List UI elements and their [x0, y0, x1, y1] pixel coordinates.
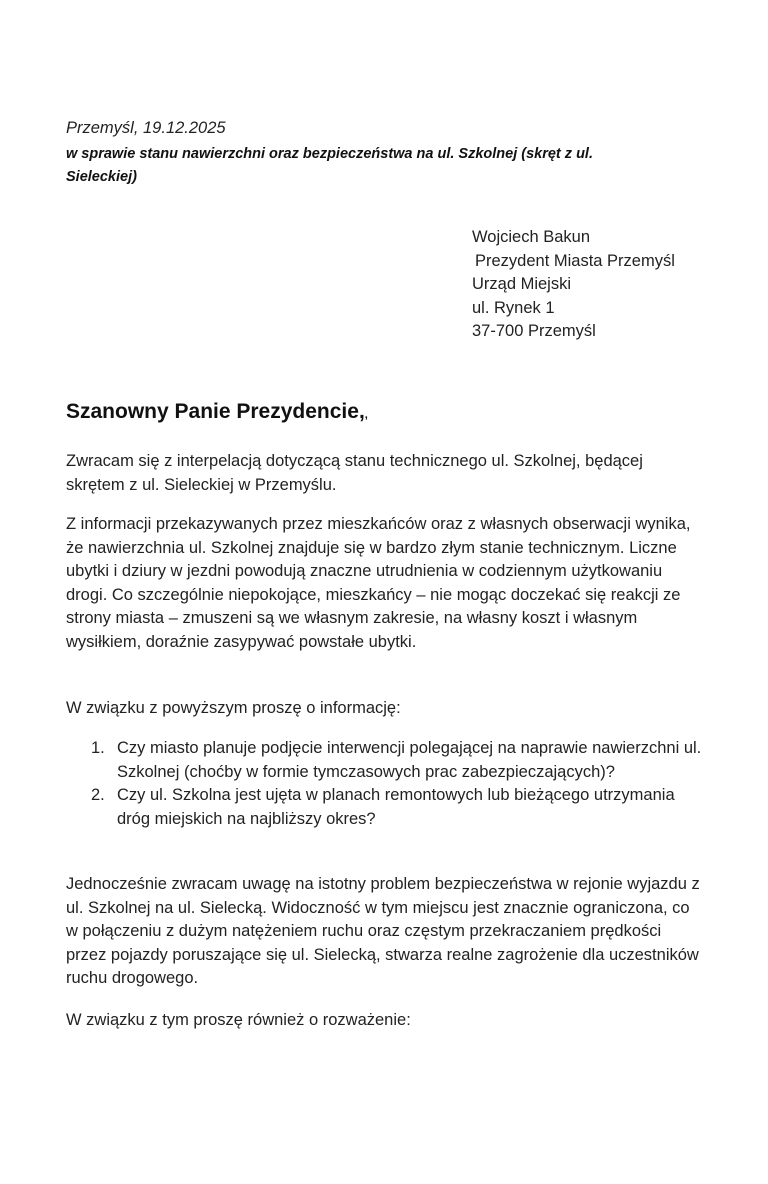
- paragraph-safety: Jednocześnie zwracam uwagę na istotny problem bezpieczeństwa w rejonie wyjazdu z ul. Szkolnej na ul. Sielecką. Widoczność w tym miejscu jest znacznie ograniczona, co w połączeniu z dużym natężeniem ruchu oraz częstym przekraczaniem prędkości przez pojazdy poruszające się ul. Sielecką, stwarza realne zagrożenie dla uczestników ruchu drogowego.: [66, 875, 700, 988]
- salutation-text: Szanowny Panie Prezydencie,: [66, 400, 365, 423]
- place-date: Przemyśl, 19.12.2025: [66, 119, 226, 137]
- paragraph-consider: W związku z tym proszę również o rozważenie:: [66, 1011, 411, 1029]
- recipient-street: ul. Rynek 1: [472, 298, 555, 317]
- list-item-text: Czy miasto planuje podjęcie interwencji polegającej na naprawie nawierzchni ul. Szkolnej (choćby w formie tymczasowych prac zabezpieczających)?: [117, 739, 702, 781]
- letter-subject: w sprawie stanu nawierzchni oraz bezpieczeństwa na ul. Szkolnej (skręt z ul. Sieleckiej): [66, 146, 593, 185]
- list-item: [66, 784, 706, 831]
- questions-list: [66, 737, 706, 831]
- recipient-city: 37-700 Przemyśl: [472, 322, 596, 341]
- recipient-title: Prezydent Miasta Przemyśl: [475, 251, 675, 270]
- salutation: [66, 400, 368, 424]
- list-item-number: 2.: [91, 786, 105, 805]
- paragraph-intro: Zwracam się z interpelacją dotyczącą stanu technicznego ul. Szkolnej, będącej skrętem z ul. Sieleckiej w Przemyślu.: [66, 452, 643, 494]
- paragraph-request: W związku z powyższym proszę o informację:: [66, 699, 401, 717]
- list-item-text: Czy ul. Szkolna jest ujęta w planach remontowych lub bieżącego utrzymania dróg miejskich na najbliższy okres?: [117, 786, 675, 828]
- recipient-office: Urząd Miejski: [472, 275, 572, 294]
- paragraph-situation: Z informacji przekazywanych przez mieszkańców oraz z własnych obserwacji wynika, że nawierzchnia ul. Szkolnej znajduje się w bardzo złym stanie technicznym. Liczne ubytki i dziury w jezdni powodują znaczne utrudnienia w codziennym użytkowaniu drogi. Co szczególnie niepokojące, mieszkańcy – nie mogąc doczekać się reakcji ze strony miasta – zmuszeni są we własnym zakresie, na własny koszt i własnym wysiłkiem, doraźnie zasypywać powstałe ubytki.: [66, 515, 691, 651]
- salutation-suffix: ,: [364, 409, 368, 421]
- recipient-address: [472, 226, 675, 344]
- recipient-name: Wojciech Bakun: [472, 228, 591, 246]
- list-item-number: 1.: [91, 739, 105, 757]
- list-item: [66, 737, 706, 784]
